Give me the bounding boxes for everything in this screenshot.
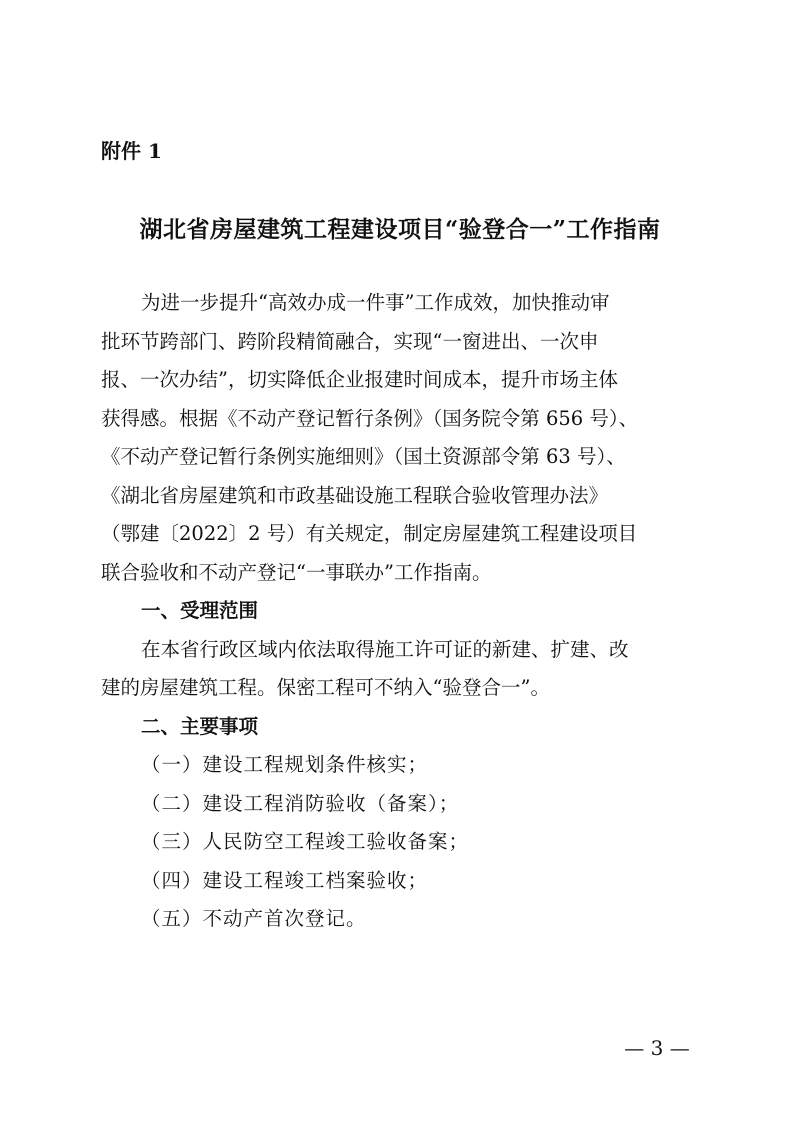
- intro-line: 《湖北省房屋建筑和市政基础设施工程联合验收管理办法》: [101, 483, 609, 507]
- intro-line: 获得感。根据《不动产登记暂行条例》（国务院令第 656 号）、: [101, 406, 639, 430]
- list-item: （四）建设工程竣工档案验收；: [141, 868, 429, 892]
- attachment-label: 附件 1: [101, 139, 162, 163]
- list-item: （三）人民防空工程竣工验收备案；: [141, 830, 470, 853]
- list-item: （二）建设工程消防验收（备案）；: [141, 791, 460, 815]
- intro-line: 《不动产登记暂行条例实施细则》（国土资源部令第 63 号）、: [101, 445, 626, 468]
- intro-line: 联合验收和不动产登记“一事联办”工作指南。: [101, 560, 492, 584]
- section-heading-matters: 二、主要事项: [141, 714, 259, 738]
- list-item: （五）不动产首次登记。: [141, 907, 367, 930]
- intro-paragraph: [101, 284, 689, 592]
- page-number: — 3 —: [624, 1036, 690, 1060]
- intro-line: （鄂建〔2022〕2 号）有关规定，制定房屋建筑工程建设项目: [101, 522, 638, 545]
- intro-line: 批环节跨部门、跨阶段精简融合，实现“一窗进出、一次申: [101, 329, 599, 353]
- document-body: [101, 284, 689, 939]
- scope-line: 建的房屋建筑工程。保密工程可不纳入“验登合一”。: [101, 676, 550, 699]
- scope-paragraph: [101, 631, 689, 708]
- document-title: 湖北省房屋建筑工程建设项目“验登合一”工作指南: [139, 216, 661, 243]
- intro-line: 报、一次办结”，切实降低企业报建时间成本，提升市场主体: [101, 368, 618, 391]
- list-item: （一）建设工程规划条件核实；: [141, 753, 429, 776]
- scope-line: 在本省行政区域内依法取得施工许可证的新建、扩建、改: [141, 637, 629, 661]
- matters-list: [101, 746, 689, 939]
- intro-line: 为进一步提升“高效办成一件事”工作成效，加快推动审: [141, 291, 610, 314]
- section-heading-scope: 一、受理范围: [141, 599, 259, 622]
